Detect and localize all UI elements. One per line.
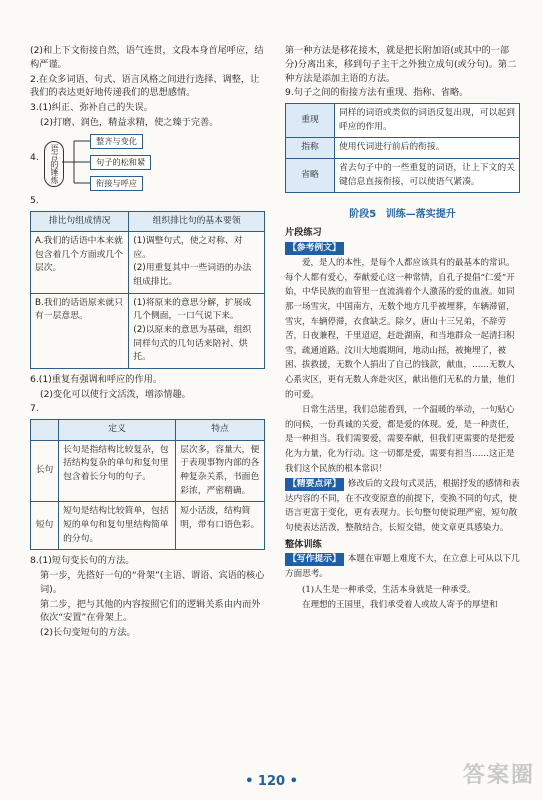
reference-essay-continued: 日常生活里，我们总能看到，一个温暖的举动，一句贴心的问候，一份真诚的关爱，都是爱的体现。爱，是一种责任，是一种担当。我们需要爱，需要奉献，但我们更需要的是把爱化为力量，化为行动。这一切都是爱，需要有担当……这正是我们这个民族的根本常识！: [285, 405, 515, 474]
mind-map-connector-icon: [62, 133, 92, 191]
watermark-logo: 答案圈: [462, 763, 535, 788]
table-row: [31, 502, 265, 550]
mind-map-branch: 整齐与变化: [90, 134, 143, 149]
table-cell: B.我们的话语原来就只有一层意思。: [31, 293, 129, 368]
mind-map-branch: 衔接与呼应: [90, 176, 143, 191]
table-row: [31, 440, 265, 502]
section-title-fragment: 片段练习: [285, 227, 322, 239]
table-row: [286, 104, 520, 138]
table-cell: (1)将原来的意思分解，扩展成几个侧面，一口气说下来。 (2)以原来的意思为基础，组织同样句式的几句话来陪衬、烘托。: [129, 293, 265, 368]
table-cell: 短句是结构比较简单，包括短的单句和复句里结构简单的分句。: [59, 502, 176, 550]
answer-8-step1: 第一步，先搭好一句的“骨架”(主语、谓语、宾语的核心词)。: [40, 570, 265, 595]
answer-2: 2.在众多词语、句式、语言风格之间进行选择、调整，让我们的表达更好地传递我们的思想感情。: [30, 73, 260, 99]
table-cell: A.我们的话语中本来就包含着几个方面或几个层次。: [31, 232, 129, 294]
page-number: • 120 •: [245, 774, 298, 789]
stage-title: 训练—落实提升: [385, 209, 456, 221]
tip-point-1: (1)人生是一种承受，生活本身就是一种承受。: [302, 584, 476, 595]
answer-7: 7.: [30, 403, 39, 415]
table-header: [31, 420, 59, 441]
mind-map-number: 4.: [30, 151, 39, 163]
tip-text: 本题在审题上难度不大，在立意上可从以下几方面思考。: [285, 554, 520, 580]
reference-essay: 爱，是人的本性，是每个人都应该具有的最基本的常识。每个人都有爱心，奉献爱心这一种常情，自孔子提倡“仁爱”开始，中华民族的血管里一直流淌着个人激荡的爱的血液。如同那一场雪灾，中国南方，无数个地方几乎被埋葬，车辆滞留，雪灾，车辆停滞，衣食缺乏。除夕，唐山十三兄弟，不辞劳苦，日夜兼程，千里迢迢，赶赴湖南，和当地群众一起清扫积雪，疏通道路。汶川大地震期间，地动山摇，被掩埋了，被困、拔救援，无数个人捐出了自己的钱款，献血，……无数人心系灾区，更有无数人奔赴灾区，献出他们无私的力量，他们的可爱。: [285, 258, 515, 400]
answer-3-2: (2)打磨、润色，精益求精，使之臻于完善。: [40, 116, 219, 128]
table-cell: 重现: [286, 104, 335, 138]
table-cell: 长句是指结构比较复杂，包括结构复杂的单句和复句里包含着长分句的句子。: [59, 440, 176, 502]
table-cell: 指称: [286, 138, 335, 159]
table-row: [31, 232, 265, 294]
answer-5: 5.: [30, 194, 39, 206]
sentence-length-table: [30, 419, 265, 550]
answer-6-2: (2)变化可以使行文活泼，增添情趣。: [40, 388, 191, 400]
stage-label: 阶段5: [349, 209, 377, 221]
table-cell: 短小活泼，结构简明，带有口语色彩。: [176, 502, 265, 550]
answer-8-1: 8.(1)短句变长句的方法。: [30, 555, 135, 567]
table-cell: 省略: [286, 159, 335, 193]
cohesion-table: [285, 103, 520, 193]
answer-3-1: 3.(1)纠正、弥补自己的失误。: [30, 102, 153, 114]
right-column: [285, 44, 520, 614]
tag-reference-essay: 【参考例文】: [285, 242, 344, 255]
method-text: 第一种方法是移花接木，就是把长附加语(或其中的一部分)分离出来，移到句子主干之外独立成句(或分句)。第二种方法是添加主语的方法。: [285, 45, 517, 84]
answer-9: 9.句子之间的衔接方法有重现、指称、省略。: [285, 87, 469, 99]
tag-comment: 【精要点评】: [285, 478, 344, 491]
parallelism-table: [30, 211, 265, 369]
table-cell: 层次多，容量大，便于表现事物内部的各种复杂关系，书面色彩浓，严密精确。: [176, 440, 265, 502]
answer-8-2: (2)长句变短句的方法。: [40, 627, 136, 639]
mind-map-branch: 句子的松和紧: [90, 155, 151, 170]
table-cell: 短句: [31, 502, 59, 550]
stage-heading: [285, 207, 520, 222]
left-column: [30, 44, 265, 641]
answer-6-1: 6.(1)重复有强调和呼应的作用。: [30, 373, 163, 385]
tag-writing-tip: 【写作提示】: [285, 553, 344, 566]
table-cell: (1)调整句式，使之对称、对应。 (2)用重复其中一些词语的办法组成排比。: [129, 232, 265, 294]
answer-1-2: (2)和上下文衔接自然，语气连贯，文段本身首尾呼应，结构严谨。: [30, 45, 264, 70]
table-row: [286, 138, 520, 159]
mind-map: [30, 133, 265, 191]
comment-text: 修改后的文段句式灵活，根据抒发的感情和表达内容的不同，在不改变原意的前提下，变换不同的句式，使语言更富于变化，更有表现力。长句整句使说理严密，短句散句使表达活泼，整散结合，长短交错，使文章更具感染力。: [285, 479, 520, 534]
table-cell: 长句: [31, 440, 59, 502]
table-cell: 同样的词语或类似的词语反复出现，可以起到呼应的作用。: [335, 104, 520, 138]
table-header: 特点: [176, 420, 265, 441]
table-cell: 使用代词进行前后的衔接。: [335, 138, 520, 159]
mind-map-center: 语言的锤炼: [44, 141, 64, 187]
table-header: 定义: [59, 420, 176, 441]
table-row: [31, 293, 265, 368]
tip-point-1-body: 在理想的王国里，我们承受着人或故人寄予的厚望和: [302, 600, 498, 611]
table-row: [286, 159, 520, 193]
table-header: 组织排比句的基本要领: [129, 211, 265, 232]
section-title-overall: 整体训练: [285, 538, 322, 550]
table-cell: 省去句子中的一些重复的词语，让上下文的关键信息直接衔接，可以使语气紧凑。: [335, 159, 520, 193]
answer-8-step2: 第二步，把与其他的内容按照它们的逻辑关系由内而外依次“安置”在骨架上。: [40, 598, 261, 624]
table-header: 排比句组成情况: [31, 211, 129, 232]
